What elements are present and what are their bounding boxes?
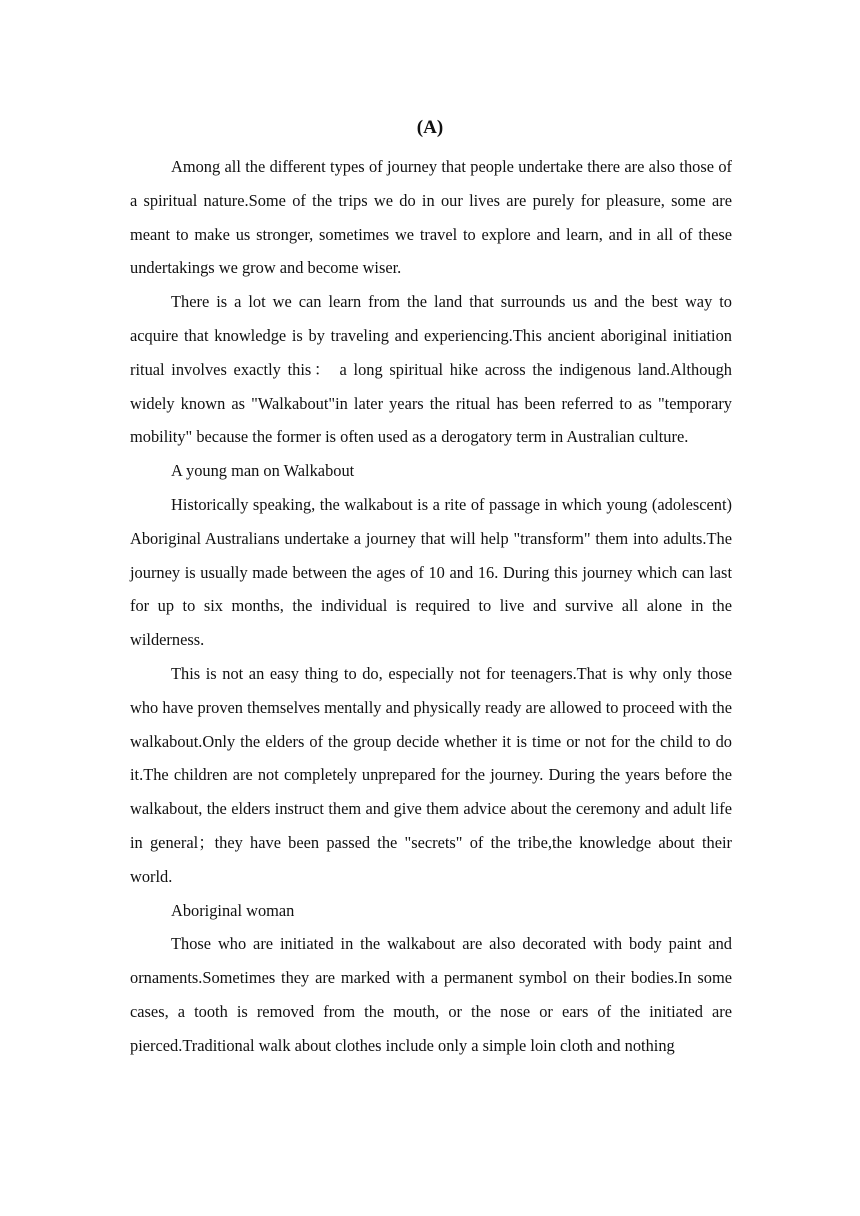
image-caption-aboriginal-woman: Aboriginal woman: [171, 900, 295, 920]
image-caption-young-man: A young man on Walkabout: [171, 461, 355, 481]
paragraph-decoration: Those who are initiated in the walkabout are also decorated with body paint and ornaments.Sometimes they are marked with a permanent symbol on their bodies.In some cases, a tooth is removed from the mouth, or the nose or ears of the initiated are pierced.Traditional walk about clothes include only a simple loin cloth and nothing: [130, 934, 732, 1055]
paragraph-intro: Among all the different types of journey that people undertake there are also those of a spiritual nature.Some of the trips we do in our lives are purely for pleasure, some are meant to make us stronger, sometimes we travel to explore and learn, and in all of these undertakings we grow and become wiser.: [130, 157, 732, 278]
document-body: [130, 150, 732, 1063]
paragraph-land: There is a lot we can learn from the land that surrounds us and the best way to acquire that knowledge is by traveling and experiencing.This ancient aboriginal initiation ritual involves exactly this： a long spiritual hike across the indigenous land.Although widely known as "Walkabout"in later years the ritual has been referred to as "temporary mobility" because the former is often used as a derogatory term in Australian culture.: [130, 292, 732, 447]
paragraph-history: Historically speaking, the walkabout is a rite of passage in which young (adolescent) Aboriginal Australians undertake a journey that will help "transform" them into adults.The journey is usually made between the ages of 10 and 16. During this journey which can last for up to six months, the individual is required to live and survive all alone in the wilderness.: [130, 494, 732, 650]
paragraph-preparation: This is not an easy thing to do, especially not for teenagers.That is why only those who have proven themselves mentally and physically ready are allowed to proceed with the walkabout.Only the elders of the group decide whether it is time or not for the child to do it.The children are not completely unprepared for the journey. During the years before the walkabout, the elders instruct them and give them advice about the ceremony and adult life in general；they have been passed the "secrets" of the tribe,the knowledge about their world.: [130, 663, 732, 886]
section-title: (A): [416, 117, 444, 138]
